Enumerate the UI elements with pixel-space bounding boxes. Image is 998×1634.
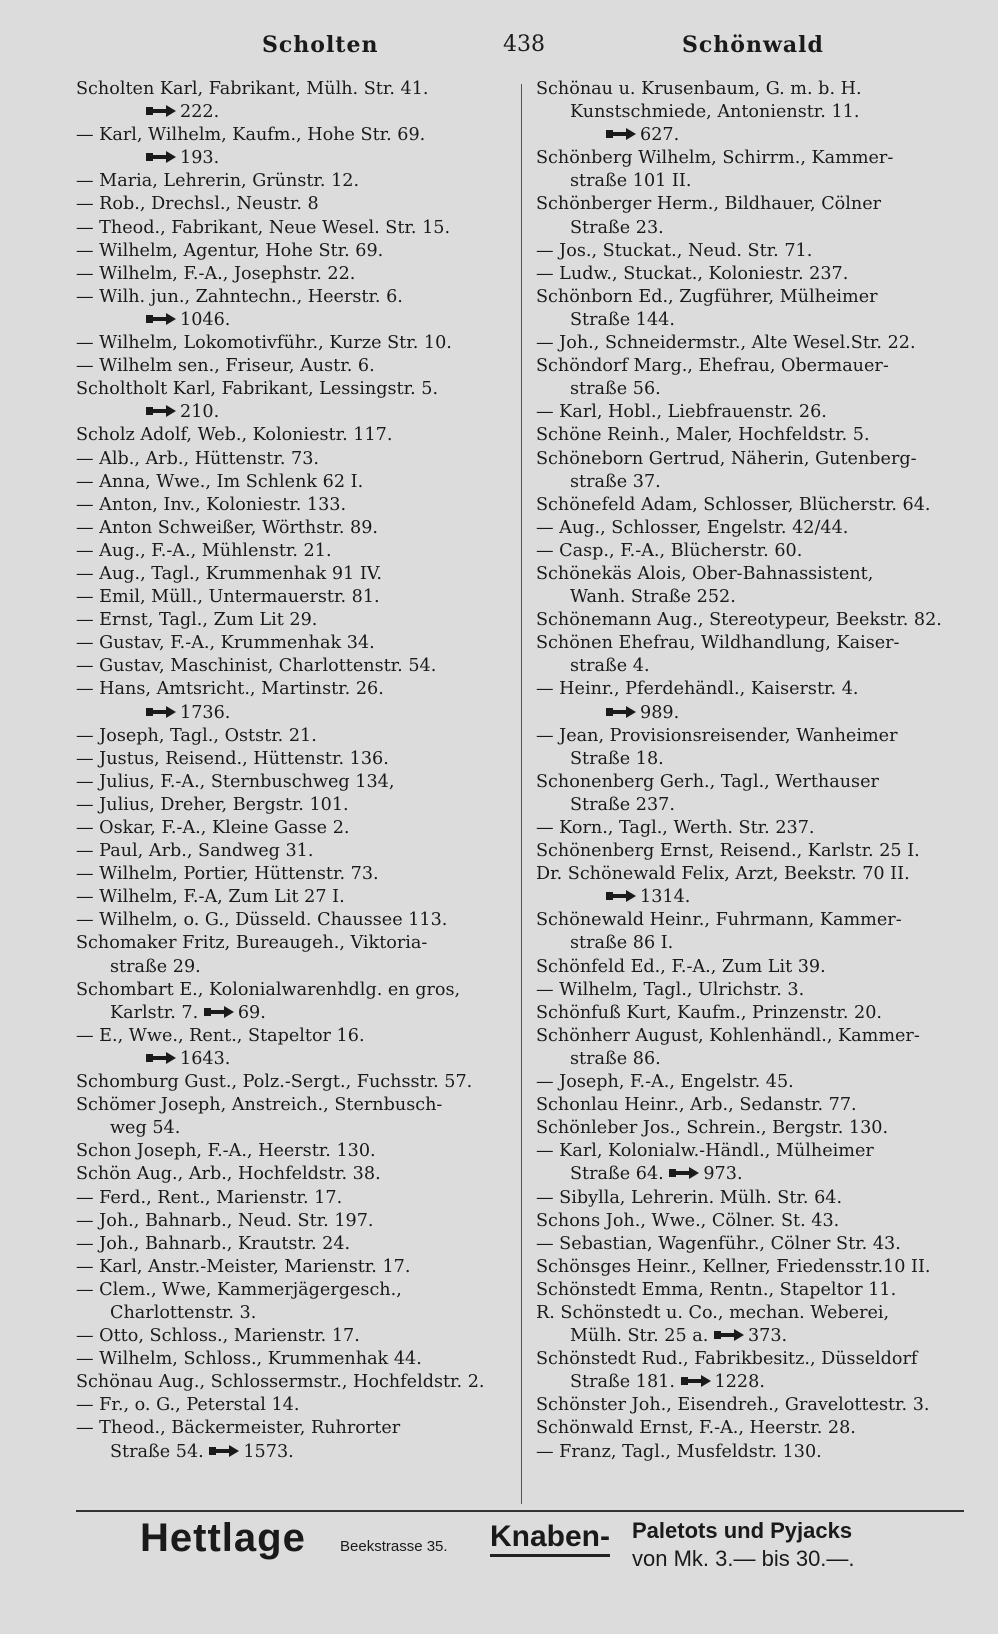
entry-line: — Wilhelm, Portier, Hüttenstr. 73. bbox=[76, 864, 379, 885]
entry-line: — Clem., Wwe, Kammerjägergesch., bbox=[76, 1279, 402, 1300]
telephone-number bbox=[536, 702, 966, 725]
directory-entry bbox=[536, 78, 966, 147]
directory-entry bbox=[76, 909, 508, 932]
entry-line: — Anna, Wwe., Im Schlenk 62 I. bbox=[76, 471, 364, 492]
entry-line: — Wilhelm, o. G., Düsseld. Chaussee 113. bbox=[76, 910, 448, 931]
telephone-number bbox=[76, 401, 508, 424]
directory-entry bbox=[76, 748, 508, 771]
directory-entry bbox=[76, 78, 508, 124]
telephone-number bbox=[76, 147, 508, 170]
entry-line: — Wilhelm, F.-A, Zum Lit 27 I. bbox=[76, 887, 345, 908]
directory-entry bbox=[536, 1002, 966, 1025]
entry-line: R. Schönstedt u. Co., mechan. Weberei, bbox=[536, 1302, 890, 1323]
directory-entry bbox=[76, 170, 508, 193]
directory-entry bbox=[536, 1279, 966, 1302]
entry-line: Schönberg Wilhelm, Schirrm., Kammer- bbox=[536, 148, 894, 169]
entry-line: — Rob., Drechsl., Neustr. 8 bbox=[76, 194, 319, 215]
entry-continuation: Straße 64. bbox=[570, 1164, 664, 1185]
directory-entry bbox=[76, 263, 508, 286]
right-column bbox=[536, 78, 966, 1510]
directory-entry bbox=[76, 494, 508, 517]
directory-entry bbox=[76, 286, 508, 332]
entry-line: — Hans, Amtsricht., Martinstr. 26. bbox=[76, 679, 384, 700]
directory-entry bbox=[76, 632, 508, 655]
telephone-number-text: 973. bbox=[703, 1164, 743, 1185]
advertisement bbox=[0, 1516, 998, 1586]
entry-line: — Julius, Dreher, Bergstr. 101. bbox=[76, 794, 349, 815]
directory-entry bbox=[76, 424, 508, 447]
directory-entry bbox=[536, 563, 966, 609]
directory-entry bbox=[536, 1140, 966, 1186]
directory-entry bbox=[76, 863, 508, 886]
directory-entry bbox=[536, 632, 966, 678]
telephone-number-text: 1573. bbox=[243, 1441, 294, 1462]
directory-entry bbox=[536, 517, 966, 540]
telephone-icon bbox=[146, 104, 176, 118]
telephone-number-text: 627. bbox=[640, 125, 680, 146]
directory-entry bbox=[536, 332, 966, 355]
entry-line: Schomburg Gust., Polz.-Sergt., Fuchsstr. 57. bbox=[76, 1072, 473, 1093]
entry-line: — Theod., Fabrikant, Neue Wesel. Str. 15. bbox=[76, 217, 451, 238]
entry-line: — Joh., Bahnarb., Krautstr. 24. bbox=[76, 1233, 351, 1254]
entry-line: Scholz Adolf, Web., Koloniestr. 117. bbox=[76, 425, 393, 446]
telephone-number bbox=[76, 101, 508, 124]
telephone-icon bbox=[146, 312, 176, 326]
entry-line: — Jean, Provisionsreisender, Wanheimer bbox=[536, 725, 898, 746]
entry-line: Schöne Reinh., Maler, Hochfeldstr. 5. bbox=[536, 425, 870, 446]
telephone-icon bbox=[146, 404, 176, 418]
telephone-number bbox=[536, 124, 966, 147]
entry-continuation: Karlstr. 7. bbox=[110, 1002, 199, 1023]
directory-entry bbox=[76, 355, 508, 378]
entry-line: Schönau Aug., Schlossermstr., Hochfeldstr. 2. bbox=[76, 1372, 485, 1393]
entry-continuation: Mülh. Str. 25 a. bbox=[570, 1326, 709, 1347]
entry-line: Schönen Ehefrau, Wildhandlung, Kaiser- bbox=[536, 633, 900, 654]
left-column bbox=[76, 78, 508, 1510]
entry-line: Schonenberg Gerh., Tagl., Werthauser bbox=[536, 771, 879, 792]
entry-continuation: Straße 18. bbox=[570, 748, 664, 769]
directory-entry bbox=[536, 840, 966, 863]
entry-line: — Sebastian, Wagenführ., Cölner Str. 43. bbox=[536, 1233, 901, 1254]
directory-entry bbox=[536, 424, 966, 447]
telephone-icon bbox=[714, 1328, 744, 1342]
telephone-icon bbox=[209, 1444, 239, 1458]
directory-entry bbox=[536, 1256, 966, 1279]
entry-line: — Jos., Stuckat., Neud. Str. 71. bbox=[536, 240, 813, 261]
entry-line: — E., Wwe., Rent., Stapeltor 16. bbox=[76, 1025, 365, 1046]
telephone-number bbox=[536, 886, 966, 909]
entry-line: Schönfuß Kurt, Kaufm., Prinzenstr. 20. bbox=[536, 1002, 882, 1023]
entry-line: — Anton, Inv., Koloniestr. 133. bbox=[76, 494, 347, 515]
directory-entry bbox=[76, 471, 508, 494]
directory-entry bbox=[536, 909, 966, 955]
directory-entry bbox=[76, 1371, 508, 1394]
directory-entry bbox=[76, 771, 508, 794]
entry-line: Schönstedt Rud., Fabrikbesitz., Düsseldorf bbox=[536, 1349, 918, 1370]
entry-line: — Joseph, F.-A., Engelstr. 45. bbox=[536, 1072, 794, 1093]
entry-line: — Aug., Tagl., Krummenhak 91 IV. bbox=[76, 563, 383, 584]
directory-entry bbox=[76, 725, 508, 748]
entry-continuation: Charlottenstr. 3. bbox=[110, 1302, 257, 1323]
telephone-number bbox=[76, 309, 508, 332]
entry-line: Schons Joh., Wwe., Cölner. St. 43. bbox=[536, 1210, 840, 1231]
entry-continuation: Straße 54. bbox=[110, 1441, 204, 1462]
entry-line: — Theod., Bäckermeister, Ruhrorter bbox=[76, 1418, 401, 1439]
telephone-number-text: 373. bbox=[747, 1326, 788, 1347]
entry-line: Schöneborn Gertrud, Näherin, Gutenberg- bbox=[536, 448, 917, 469]
directory-entry bbox=[536, 1210, 966, 1233]
directory-entry bbox=[536, 1094, 966, 1117]
telephone-number-text: 989. bbox=[640, 702, 680, 723]
directory-entry bbox=[76, 1233, 508, 1256]
entry-line: Schönau u. Krusenbaum, G. m. b. H. bbox=[536, 79, 862, 99]
entry-line: — Joseph, Tagl., Oststr. 21. bbox=[76, 725, 317, 746]
directory-entry bbox=[76, 517, 508, 540]
directory-entry bbox=[76, 794, 508, 817]
directory-entry bbox=[76, 979, 508, 1025]
entry-line: Schönster Joh., Eisendreh., Gravelottestr. 3. bbox=[536, 1395, 930, 1416]
telephone-number bbox=[708, 1325, 787, 1348]
entry-line: — Heinr., Pferdehändl., Kaiserstr. 4. bbox=[536, 679, 859, 700]
entry-line: — Ferd., Rent., Marienstr. 17. bbox=[76, 1187, 343, 1208]
directory-entry bbox=[76, 609, 508, 632]
entry-line: — Wilhelm, Tagl., Ulrichstr. 3. bbox=[536, 979, 805, 1000]
ad-products: Paletots und Pyjacks bbox=[632, 1518, 853, 1543]
entry-line: — Karl, Hobl., Liebfrauenstr. 26. bbox=[536, 402, 827, 423]
entry-line: — Joh., Bahnarb., Neud. Str. 197. bbox=[76, 1210, 374, 1231]
directory-entry bbox=[76, 448, 508, 471]
directory-entry bbox=[76, 563, 508, 586]
directory-entry bbox=[76, 1348, 508, 1371]
entry-line: — Joh., Schneidermstr., Alte Wesel.Str. 22. bbox=[536, 333, 916, 354]
entry-line: — Wilhelm, Agentur, Hohe Str. 69. bbox=[76, 240, 384, 261]
entry-line: — Karl, Anstr.-Meister, Marienstr. 17. bbox=[76, 1256, 411, 1277]
entry-line: — Franz, Tagl., Musfeldstr. 130. bbox=[536, 1441, 822, 1462]
entry-line: — Fr., o. G., Peterstal 14. bbox=[76, 1395, 300, 1416]
directory-entry bbox=[536, 1348, 966, 1394]
entry-line: — Oskar, F.-A., Kleine Gasse 2. bbox=[76, 818, 350, 838]
entry-line: Scholten Karl, Fabrikant, Mülh. Str. 41. bbox=[76, 79, 429, 99]
ad-address: Beekstrasse 35. bbox=[340, 1538, 448, 1555]
telephone-icon bbox=[606, 889, 636, 903]
directory-entry bbox=[536, 1025, 966, 1071]
directory-entry bbox=[536, 448, 966, 494]
directory-entry bbox=[76, 124, 508, 170]
telephone-number-text: 1314. bbox=[640, 887, 691, 908]
entry-line: Schönekäs Alois, Ober-Bahnassistent, bbox=[536, 563, 874, 584]
entry-line: — Korn., Tagl., Werth. Str. 237. bbox=[536, 818, 815, 838]
telephone-number-text: 1643. bbox=[180, 1048, 231, 1069]
directory-entry bbox=[536, 286, 966, 332]
entry-line: Schönherr August, Kohlenhändl., Kammer- bbox=[536, 1025, 920, 1046]
telephone-number-text: 210. bbox=[180, 402, 220, 423]
page-header bbox=[0, 32, 998, 62]
ad-category: Knaben- bbox=[490, 1520, 610, 1557]
ad-price: von Mk. 3.— bis 30.—. bbox=[632, 1546, 855, 1571]
entry-line: — Otto, Schloss., Marienstr. 17. bbox=[76, 1326, 360, 1347]
directory-entry bbox=[76, 678, 508, 724]
directory-entry bbox=[76, 1325, 508, 1348]
entry-line: Schönleber Jos., Schrein., Bergstr. 130. bbox=[536, 1118, 889, 1139]
entry-continuation: Straße 181. bbox=[570, 1372, 675, 1393]
entry-line: Schönfeld Ed., F.-A., Zum Lit 39. bbox=[536, 956, 826, 977]
telephone-icon bbox=[204, 1005, 234, 1019]
telephone-number bbox=[664, 1163, 743, 1186]
entry-line: Scholtholt Karl, Fabrikant, Lessingstr. 5. bbox=[76, 379, 439, 400]
entry-line: Schönberger Herm., Bildhauer, Cölner bbox=[536, 194, 882, 215]
entry-continuation: straße 56. bbox=[570, 379, 661, 400]
entry-line: Schönsges Heinr., Kellner, Friedensstr.10 II. bbox=[536, 1256, 931, 1277]
directory-entry bbox=[76, 1417, 508, 1463]
entry-line: Schomaker Fritz, Bureaugeh., Viktoria- bbox=[76, 933, 428, 954]
entry-line: Schöndorf Marg., Ehefrau, Obermauer- bbox=[536, 356, 889, 377]
entry-line: — Anton Schweißer, Wörthstr. 89. bbox=[76, 517, 379, 538]
ad-brand: Hettlage bbox=[140, 1516, 306, 1560]
directory-entry bbox=[536, 863, 966, 909]
telephone-number bbox=[76, 702, 508, 725]
entry-line: — Wilhelm, F.-A., Josephstr. 22. bbox=[76, 263, 356, 284]
entry-continuation: straße 86. bbox=[570, 1048, 661, 1069]
telephone-icon bbox=[669, 1166, 699, 1180]
entry-continuation: straße 86 I. bbox=[570, 933, 674, 954]
telephone-number-text: 69. bbox=[237, 1002, 266, 1023]
entry-line: Schönenberg Ernst, Reisend., Karlstr. 25 I. bbox=[536, 841, 920, 862]
telephone-icon bbox=[146, 1051, 176, 1065]
directory-entry bbox=[76, 1210, 508, 1233]
entry-line: — Karl, Wilhelm, Kaufm., Hohe Str. 69. bbox=[76, 125, 426, 146]
entry-line: — Wilhelm sen., Friseur, Austr. 6. bbox=[76, 356, 375, 377]
directory-entry bbox=[536, 1187, 966, 1210]
entry-continuation: Kunstschmiede, Antonienstr. 11. bbox=[570, 102, 860, 123]
entry-line: — Gustav, F.-A., Krummenhak 34. bbox=[76, 633, 375, 654]
directory-entry bbox=[76, 1256, 508, 1279]
directory-entry bbox=[76, 1071, 508, 1094]
entry-line: Schönstedt Emma, Rentn., Stapeltor 11. bbox=[536, 1279, 897, 1300]
directory-entry bbox=[536, 263, 966, 286]
entry-line: — Emil, Müll., Untermauerstr. 81. bbox=[76, 587, 380, 608]
entry-line: — Wilhelm, Schloss., Krummenhak 44. bbox=[76, 1349, 422, 1370]
telephone-icon bbox=[146, 150, 176, 164]
directory-entry bbox=[76, 378, 508, 424]
directory-entry bbox=[536, 678, 966, 724]
entry-line: — Sibylla, Lehrerin. Mülh. Str. 64. bbox=[536, 1187, 843, 1208]
entry-line: Schönefeld Adam, Schlosser, Blücherstr. 64. bbox=[536, 494, 931, 515]
telephone-number-text: 1228. bbox=[714, 1372, 765, 1393]
entry-line: — Maria, Lehrerin, Grünstr. 12. bbox=[76, 171, 360, 192]
directory-entry bbox=[536, 771, 966, 817]
directory-entry bbox=[536, 1394, 966, 1417]
telephone-number-text: 1736. bbox=[180, 702, 231, 723]
directory-entry bbox=[76, 932, 508, 978]
telephone-number bbox=[76, 1048, 508, 1071]
entry-line: — Wilhelm, Lokomotivführ., Kurze Str. 10. bbox=[76, 333, 452, 354]
entry-line: Dr. Schönewald Felix, Arzt, Beekstr. 70 II. bbox=[536, 864, 910, 885]
directory-entry bbox=[536, 401, 966, 424]
entry-line: — Paul, Arb., Sandweg 31. bbox=[76, 841, 314, 862]
entry-line: — Aug., F.-A., Mühlenstr. 21. bbox=[76, 540, 332, 561]
directory-entry bbox=[536, 1417, 966, 1440]
entry-continuation: straße 101 II. bbox=[570, 171, 692, 192]
directory-entry bbox=[536, 725, 966, 771]
entry-line: — Wilh. jun., Zahntechn., Heerstr. 6. bbox=[76, 286, 403, 307]
telephone-number bbox=[204, 1441, 294, 1464]
directory-entry bbox=[76, 655, 508, 678]
directory-entry bbox=[76, 217, 508, 240]
entry-line: Schon Joseph, F.-A., Heerstr. 130. bbox=[76, 1141, 376, 1162]
entry-continuation: Straße 144. bbox=[570, 309, 675, 330]
directory-entry bbox=[536, 1117, 966, 1140]
directory-entry bbox=[536, 609, 966, 632]
directory-entry bbox=[536, 1302, 966, 1348]
entry-line: Schönwald Ernst, F.-A., Heerstr. 28. bbox=[536, 1418, 856, 1439]
directory-entry bbox=[76, 240, 508, 263]
directory-entry bbox=[536, 355, 966, 401]
entry-line: — Ludw., Stuckat., Koloniestr. 237. bbox=[536, 263, 849, 284]
header-left-keyword: Scholten bbox=[262, 32, 379, 58]
entry-line: Schön Aug., Arb., Hochfeldstr. 38. bbox=[76, 1164, 381, 1185]
directory-entry bbox=[536, 193, 966, 239]
directory-entry bbox=[536, 1233, 966, 1256]
entry-line: — Alb., Arb., Hüttenstr. 73. bbox=[76, 448, 320, 469]
directory-entry bbox=[76, 540, 508, 563]
directory-entry bbox=[76, 586, 508, 609]
telephone-icon bbox=[606, 705, 636, 719]
entry-continuation: straße 4. bbox=[570, 656, 650, 677]
entry-line: Schombart E., Kolonialwarenhdlg. en gros, bbox=[76, 979, 461, 1000]
entry-continuation: Straße 23. bbox=[570, 217, 664, 238]
directory-entry bbox=[76, 1394, 508, 1417]
directory-entry bbox=[76, 840, 508, 863]
entry-continuation: Wanh. Straße 252. bbox=[570, 587, 736, 608]
directory-entry bbox=[536, 1441, 966, 1464]
entry-line: — Justus, Reisend., Hüttenstr. 136. bbox=[76, 748, 389, 769]
directory-entry bbox=[76, 193, 508, 216]
entry-line: — Aug., Schlosser, Engelstr. 42/44. bbox=[536, 517, 849, 538]
entry-line: — Gustav, Maschinist, Charlottenstr. 54. bbox=[76, 656, 437, 677]
entry-line: — Karl, Kolonialw.-Händl., Mülheimer bbox=[536, 1141, 874, 1162]
entry-line: Schömer Joseph, Anstreich., Sternbusch- bbox=[76, 1095, 443, 1116]
directory-entry bbox=[536, 956, 966, 979]
entry-continuation: weg 54. bbox=[110, 1118, 181, 1139]
entry-line: — Julius, F.-A., Sternbuschweg 134, bbox=[76, 771, 395, 792]
directory-entry bbox=[76, 1279, 508, 1325]
entry-line: — Ernst, Tagl., Zum Lit 29. bbox=[76, 610, 318, 631]
telephone-number-text: 193. bbox=[180, 148, 220, 169]
column-divider bbox=[521, 84, 522, 1504]
header-right-keyword: Schönwald bbox=[682, 32, 824, 58]
directory-entry bbox=[76, 1025, 508, 1071]
entry-continuation: straße 37. bbox=[570, 471, 661, 492]
directory-entry bbox=[76, 817, 508, 840]
directory-entry bbox=[536, 494, 966, 517]
directory-entry bbox=[536, 540, 966, 563]
entry-continuation: straße 29. bbox=[110, 956, 201, 977]
directory-entry bbox=[76, 1187, 508, 1210]
telephone-icon bbox=[146, 705, 176, 719]
directory-entry bbox=[76, 332, 508, 355]
directory-entry bbox=[536, 979, 966, 1002]
telephone-number-text: 1046. bbox=[180, 309, 231, 330]
entry-line: Schönborn Ed., Zugführer, Mülheimer bbox=[536, 286, 878, 307]
entry-line: Schönemann Aug., Stereotypeur, Beekstr. 82. bbox=[536, 610, 942, 631]
telephone-number bbox=[198, 1002, 266, 1025]
entry-line: Schönewald Heinr., Fuhrmann, Kammer- bbox=[536, 910, 902, 931]
directory-entry bbox=[536, 147, 966, 193]
telephone-number bbox=[675, 1371, 765, 1394]
directory-entry bbox=[76, 1094, 508, 1140]
footer-rule bbox=[76, 1510, 964, 1512]
telephone-number-text: 222. bbox=[180, 102, 220, 123]
page-number: 438 bbox=[503, 32, 545, 57]
directory-entry bbox=[536, 1071, 966, 1094]
telephone-icon bbox=[606, 127, 636, 141]
entry-continuation: Straße 237. bbox=[570, 794, 675, 815]
directory-entry bbox=[536, 817, 966, 840]
directory-entry bbox=[76, 1163, 508, 1186]
entry-line: Schonlau Heinr., Arb., Sedanstr. 77. bbox=[536, 1095, 857, 1116]
directory-entry bbox=[536, 240, 966, 263]
directory-entry bbox=[76, 886, 508, 909]
directory-entry bbox=[76, 1140, 508, 1163]
telephone-icon bbox=[681, 1374, 711, 1388]
entry-line: — Casp., F.-A., Blücherstr. 60. bbox=[536, 540, 803, 561]
